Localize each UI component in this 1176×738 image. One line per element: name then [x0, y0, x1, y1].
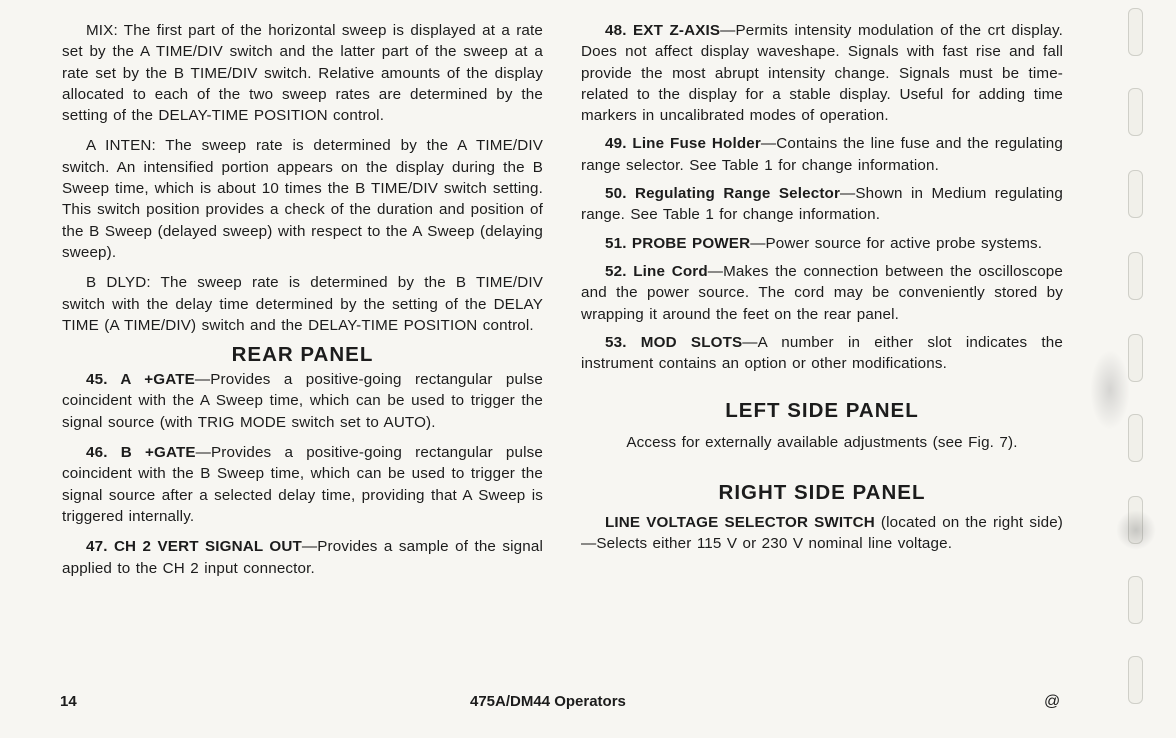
item-text: —Makes the connection between the oscilloscope and the power source. The cord may be conveniently stored by wrapping it around the feet on the rear panel. [581, 262, 1063, 323]
a-inten-paragraph: A INTEN: The sweep rate is determined by the A TIME/DIV switch. An intensified portion appears on the display during the B Sweep time, which is about 10 times the B TIME/DIV switch setting. This switch position provides a check of the duration and position of the B Sweep (delayed sweep) with respect to the A Sweep (delaying sweep). [62, 137, 543, 261]
binder-hole [1128, 170, 1143, 218]
item-label: 46. B +GATE [86, 444, 196, 462]
item-text: —Shown in Medium regulating range. See Table 1 for change information. [581, 185, 1063, 224]
item-53 [581, 332, 1063, 375]
item-label: 51. PROBE POWER [605, 234, 751, 252]
binder-hole [1128, 334, 1143, 382]
right-column [581, 20, 1063, 563]
item-label: 52. Line Cord [605, 262, 708, 280]
item-text: —Provides a sample of the signal applied to the CH 2 input connector. [62, 538, 543, 577]
item-text: —Provides a positive-going rectangular pulse coincident with the A Sweep time, which can be used to trigger the signal source (with TRIG MODE switch set to AUTO). [62, 371, 543, 431]
b-dlyd-paragraph: B DLYD: The sweep rate is determined by the B TIME/DIV switch with the delay time determined by the setting of the DELAY TIME (A TIME/DIV) switch and the DELAY-TIME POSITION control. [62, 274, 543, 334]
manual-title: 475A/DM44 Operators [470, 693, 626, 710]
item-51 [581, 233, 1063, 254]
scan-smudge [1116, 510, 1156, 550]
item-47 [62, 536, 543, 579]
line-voltage-text: (located on the right side)—Selects either 115 V or 230 V nominal line voltage. [581, 513, 1063, 553]
binder-hole [1128, 656, 1143, 704]
item-label: 45. A +GATE [86, 371, 195, 389]
scan-smudge [1090, 350, 1130, 430]
left-side-panel-heading: LEFT SIDE PANEL [725, 399, 919, 423]
item-52 [581, 261, 1063, 325]
binder-hole [1128, 576, 1143, 624]
item-label: 48. EXT Z-AXIS [605, 22, 721, 39]
right-side-panel-heading: RIGHT SIDE PANEL [718, 480, 926, 504]
item-text: —Provides a positive-going rectangular pulse coincident with the B Sweep time, which can be used to trigger the signal source after a selected delay time, providing that A Sweep is triggered internally. [62, 444, 543, 525]
item-45 [62, 369, 543, 433]
line-voltage-paragraph [581, 512, 1063, 555]
binder-holes [1128, 0, 1176, 738]
item-46 [62, 442, 543, 527]
item-text: —Contains the line fuse and the regulating range selector. See Table 1 for change information. [581, 135, 1063, 174]
item-label: 47. CH 2 VERT SIGNAL OUT [86, 538, 302, 556]
line-voltage-label: LINE VOLTAGE SELECTOR SWITCH [605, 513, 875, 531]
item-label: 49. Line Fuse Holder [605, 135, 761, 153]
item-text: —A number in either slot indicates the instrument contains an option or other modifications. [581, 333, 1063, 373]
rear-panel-heading: REAR PANEL [231, 343, 374, 367]
item-50 [581, 183, 1063, 226]
item-48 [581, 20, 1063, 126]
mix-paragraph: MIX: The first part of the horizontal sweep is displayed at a rate set by the A TIME/DIV switch and the latter part of the sweep at a rate set by the B TIME/DIV switch. Relative amounts of the display allocated to each of the two sweep rates are determined by the setting of the DELAY-TIME POSITION control. [62, 22, 543, 125]
item-text: —Permits intensity modulation of the crt display. Does not affect display waveshape. Signals with fast rise and fall provide the most abrupt intensity change. Signals must be time-related to the display for a stable display. Useful for adding time markers in uncalibrated modes of operation. [581, 22, 1063, 125]
left-column [62, 20, 543, 588]
binder-hole [1128, 8, 1143, 56]
item-label: 50. Regulating Range Selector [605, 185, 841, 203]
item-text: —Power source for active probe systems. [750, 234, 1043, 252]
binder-hole [1128, 414, 1143, 462]
left-side-panel-text: Access for externally available adjustments (see Fig. 7). [626, 434, 1018, 452]
item-label: 53. MOD SLOTS [605, 333, 743, 351]
binder-hole [1128, 252, 1143, 300]
binder-hole [1128, 88, 1143, 136]
item-49 [581, 133, 1063, 176]
publisher-mark: @ [1044, 693, 1061, 710]
page-number: 14 [60, 693, 77, 710]
